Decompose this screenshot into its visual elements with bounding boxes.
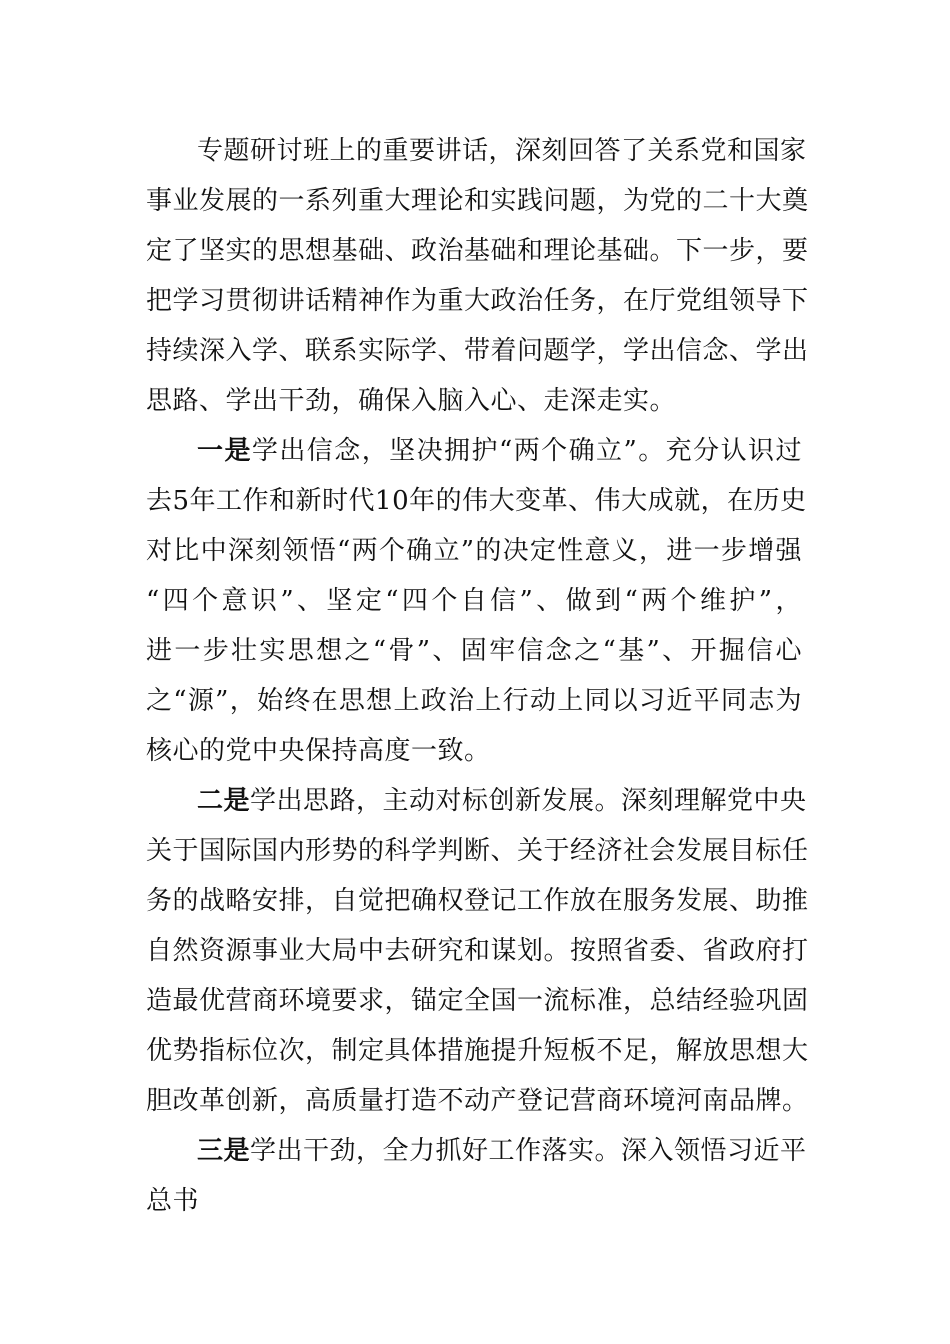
- paragraph-3-line-4: 自然资源事业大局中去研究和谋划。按照省委、省政府打: [146, 936, 809, 966]
- paragraph-3-line-5: 造最优营商环境要求，锚定全国一流标准，总结经验巩固: [146, 986, 809, 1016]
- paragraph-2-lead: 一是: [197, 436, 252, 466]
- paragraph-4-lead: 三是: [197, 1136, 251, 1166]
- paragraph-3-line-6: 优势指标位次，制定具体措施提升短板不足，解放思想大: [146, 1036, 809, 1066]
- paragraph-3-lead: 二是: [197, 786, 251, 816]
- paragraph-3-line-2: 关于国际国内形势的科学判断、关于经济社会发展目标任: [146, 836, 809, 866]
- paragraph-1-line-6: 思路、学出干劲，确保入脑入心、走深走实。: [146, 386, 677, 416]
- paragraph-2-line-4: “四个意识”、坚定“四个自信”、做到“两个维护”，: [146, 586, 802, 616]
- paragraph-3-line-1-text: 学出思路，主动对标创新发展。深刻理解党中央: [250, 786, 807, 816]
- paragraph-2-line-2: 去5年工作和新时代10年的伟大变革、伟大成就，在历史: [146, 486, 807, 516]
- paragraph-3-line-7: 胆改革创新，高质量打造不动产登记营商环境河南品牌。: [146, 1086, 809, 1116]
- paragraph-1-line-5: 持续深入学、联系实际学、带着问题学，学出信念、学出: [146, 336, 809, 366]
- paragraph-3-line-3: 务的战略安排，自觉把确权登记工作放在服务发展、助推: [146, 886, 809, 916]
- paragraph-4-line-2: 总书: [146, 1186, 200, 1216]
- paragraph-2-line-3: 对比中深刻领悟“两个确立”的决定性意义，进一步增强: [146, 536, 802, 566]
- paragraph-2-line-6: 之“源”，始终在思想上政治上行动上同以习近平同志为: [146, 686, 802, 716]
- paragraph-1-line-4: 把学习贯彻讲话精神作为重大政治任务，在厅党组领导下: [146, 286, 809, 316]
- paragraph-4-line-1: [197, 1131, 807, 1171]
- paragraph-1-line-2: 事业发展的一系列重大理论和实践问题，为党的二十大奠: [146, 186, 809, 216]
- paragraph-4-line-1-text: 学出干劲，全力抓好工作落实。深入领悟习近平: [250, 1136, 807, 1166]
- paragraph-3-line-1: [197, 781, 807, 821]
- paragraph-2-line-7: 核心的党中央保持高度一致。: [146, 736, 491, 766]
- paragraph-2-line-5: 进一步壮实思想之“骨”、固牢信念之“基”、开掘信心: [146, 636, 802, 666]
- paragraph-1-line-1: 专题研讨班上的重要讲话，深刻回答了关系党和国家: [197, 136, 807, 166]
- paragraph-2-line-1-text: 学出信念，坚决拥护“两个确立”。充分认识过: [251, 436, 802, 466]
- paragraph-2-line-1: [197, 431, 802, 471]
- paragraph-1-line-3: 定了坚实的思想基础、政治基础和理论基础。下一步，要: [146, 236, 809, 266]
